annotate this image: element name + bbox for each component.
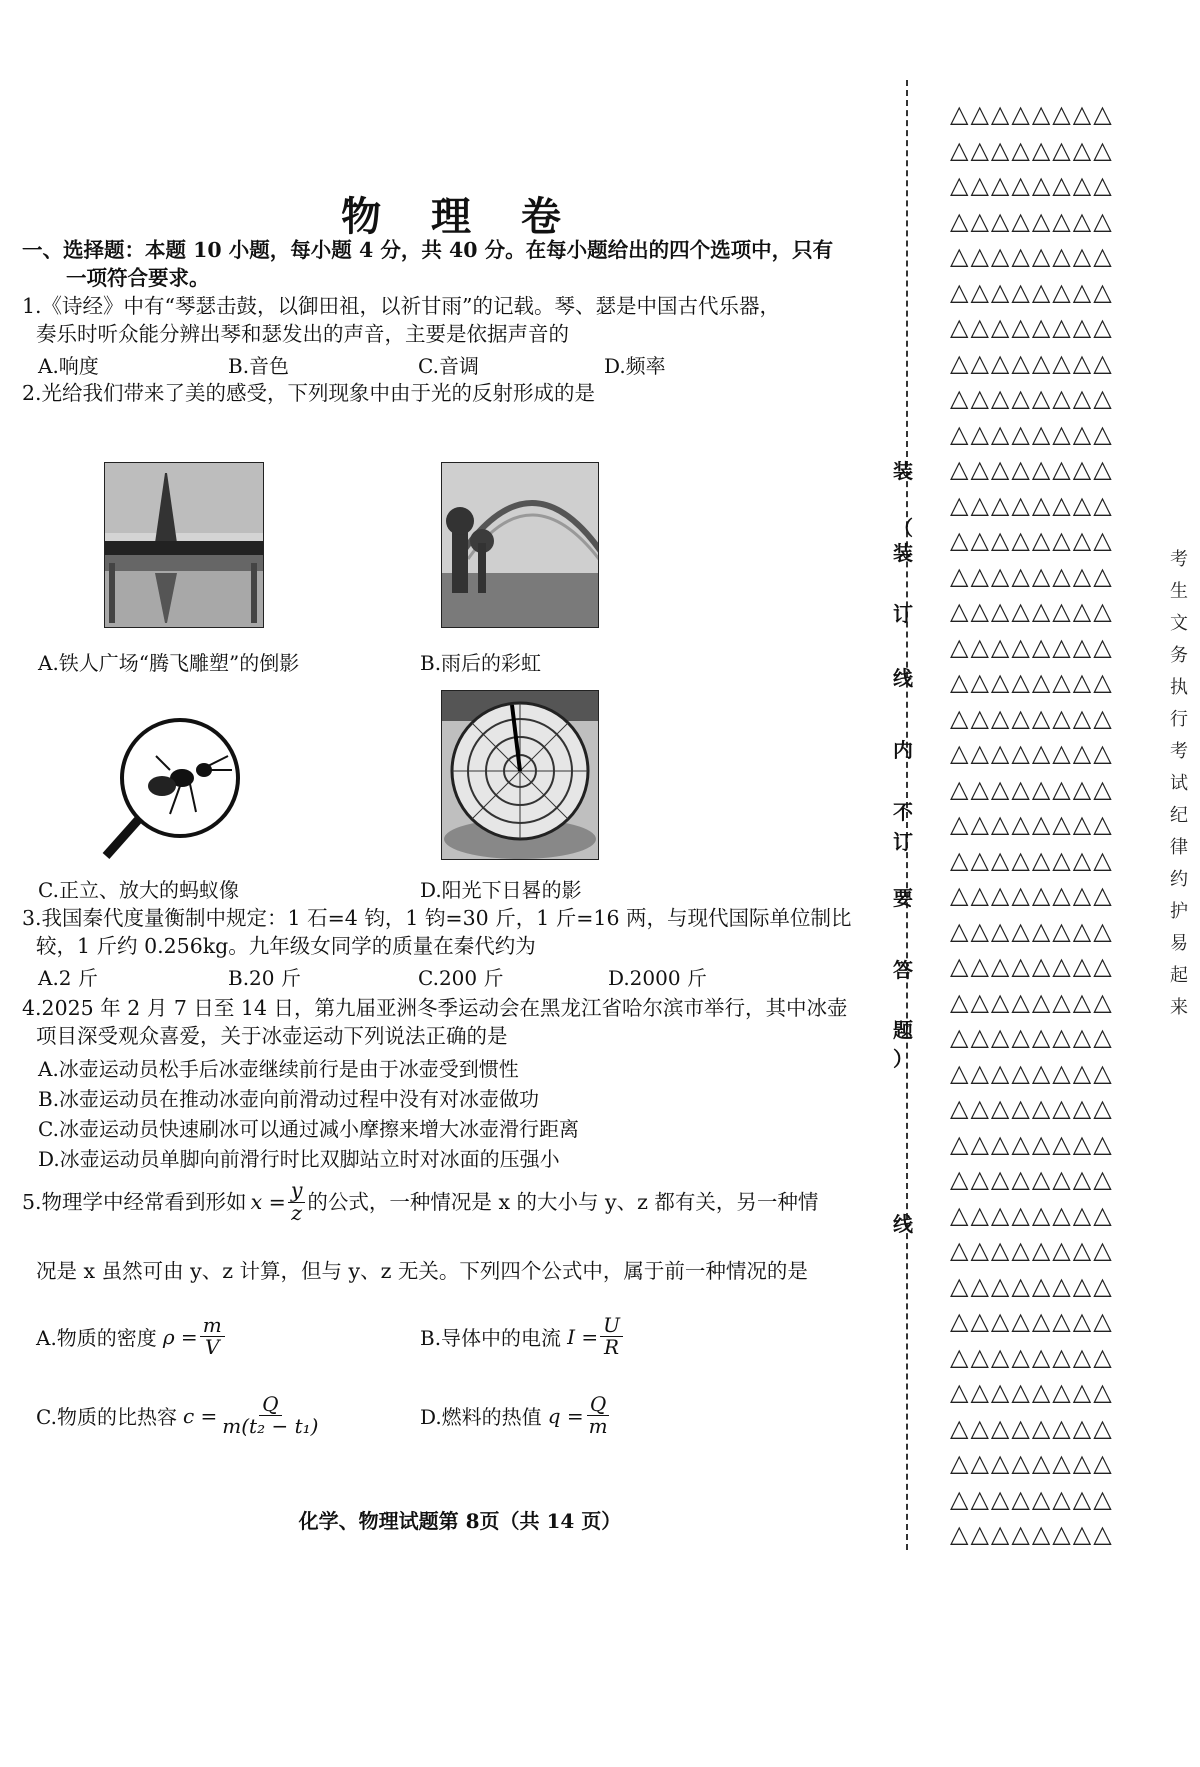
binding-char: 订 — [893, 602, 913, 626]
triangle-row: △△△△△△△△ — [950, 703, 1114, 732]
q5-option-a — [36, 1315, 227, 1358]
q2-caption-d: D.阳光下日晷的影 — [420, 878, 582, 902]
q5-option-d-denominator: m — [588, 1414, 608, 1438]
triangle-row: △△△△△△△△ — [950, 135, 1114, 164]
q5-option-a-label: A.物质的密度 — [36, 1326, 157, 1350]
q5-formula-denominator: z — [291, 1200, 303, 1225]
binding-char: ） — [893, 1047, 913, 1071]
magnifier-ant-image — [100, 710, 270, 860]
side-note-char: 考 — [1170, 549, 1188, 570]
q2-caption-a: A.铁人广场“腾飞雕塑”的倒影 — [38, 651, 300, 675]
triangle-row: △△△△△△△△ — [950, 1413, 1114, 1442]
side-note-char: 试 — [1170, 773, 1188, 794]
q5-option-d — [420, 1394, 613, 1437]
q2-stem: 2.光给我们带来了美的感受，下列现象中由于光的反射形成的是 — [22, 381, 596, 405]
binding-char: 装 — [893, 459, 913, 483]
q2-caption-b: B.雨后的彩虹 — [420, 651, 542, 675]
side-note-char: 易 — [1170, 933, 1188, 954]
triangle-row: △△△△△△△△ — [950, 1307, 1114, 1335]
side-note-char: 纪 — [1170, 805, 1188, 826]
triangle-row: △△△△△△△△ — [950, 668, 1114, 696]
q5-stem-pre: 5.物理学中经常看到形如 — [22, 1190, 247, 1215]
q3-stem-cont: 较，1 斤约 0.256kg。九年级女同学的质量在秦代约为 — [36, 934, 536, 958]
q5-option-c-denominator: m(t₂ − t₁) — [222, 1414, 319, 1438]
q5-option-a-denominator: V — [204, 1335, 220, 1359]
binding-char: 不 — [893, 800, 913, 824]
q5-option-b-lhs: I = — [567, 1324, 599, 1349]
triangle-row: △△△△△△△△ — [950, 100, 1114, 128]
triangle-row: △△△△△△△△ — [950, 384, 1114, 412]
triangle-row: △△△△△△△△ — [950, 1484, 1114, 1513]
binding-char: 内 — [893, 738, 913, 762]
q2-caption-c: C.正立、放大的蚂蚁像 — [38, 878, 239, 902]
q1-option-b: B.音色 — [228, 354, 290, 378]
triangle-row: △△△△△△△△ — [950, 561, 1114, 590]
binding-char: 装 — [893, 541, 913, 565]
q4-option-b: B.冰壶运动员在推动冰壶向前滑动过程中没有对冰壶做功 — [38, 1087, 540, 1111]
side-note-char: 约 — [1170, 869, 1188, 890]
q5-formula-lhs: x = — [250, 1190, 286, 1215]
section-heading: 一、选择题：本题 10 小题，每小题 4 分，共 40 分。在每小题给出的四个选项中，只有 — [22, 238, 834, 262]
triangle-row: △△△△△△△△ — [950, 277, 1114, 306]
side-note-char: 行 — [1170, 709, 1188, 730]
q5-option-b-denominator: R — [603, 1335, 620, 1359]
triangle-row: △△△△△△△△ — [950, 171, 1114, 199]
q5-option-b-label: B.导体中的电流 — [420, 1326, 562, 1350]
triangle-row: △△△△△△△△ — [950, 1271, 1114, 1300]
triangle-row: △△△△△△△△ — [950, 490, 1114, 519]
side-note-char: 护 — [1170, 901, 1188, 922]
q5-option-a-lhs: ρ = — [162, 1324, 198, 1349]
binding-char: 答 — [893, 958, 913, 982]
q3-option-d: D.2000 斤 — [608, 966, 707, 990]
q5-formula-numerator: y — [288, 1180, 306, 1203]
q5-formula-fraction — [288, 1180, 306, 1224]
triangle-row: △△△△△△△△ — [950, 1449, 1114, 1477]
triangle-row: △△△△△△△△ — [950, 313, 1114, 341]
binding-char: （ — [893, 516, 913, 540]
q4-option-d: D.冰壶运动员单脚向前滑行时比双脚站立时对冰面的压强小 — [38, 1147, 560, 1171]
side-note-char: 律 — [1170, 837, 1188, 858]
triangle-row: △△△△△△△△ — [950, 916, 1114, 945]
triangle-row: △△△△△△△△ — [950, 1520, 1114, 1548]
q5-option-a-fraction — [200, 1315, 225, 1358]
q5-option-d-label: D.燃料的热值 — [420, 1405, 542, 1429]
q5-option-c-fraction — [219, 1394, 321, 1437]
triangle-row: △△△△△△△△ — [950, 632, 1114, 661]
triangle-row: △△△△△△△△ — [950, 952, 1114, 980]
q5-option-c-label: C.物质的比热容 — [36, 1405, 177, 1429]
triangle-row: △△△△△△△△ — [950, 881, 1114, 909]
rainbow-image — [441, 462, 599, 628]
q5-option-d-lhs: q = — [547, 1403, 584, 1428]
q5-option-b-numerator: U — [600, 1315, 623, 1337]
triangle-row: △△△△△△△△ — [950, 242, 1114, 270]
triangle-row: △△△△△△△△ — [950, 526, 1114, 554]
q5-option-d-fraction — [586, 1394, 611, 1437]
triangle-row: △△△△△△△△ — [950, 348, 1114, 377]
q5-option-c-lhs: c = — [182, 1403, 218, 1428]
side-note-char: 考 — [1170, 741, 1188, 762]
q4-option-c: C.冰壶运动员快速刷冰可以通过减小摩擦来增大冰壶滑行距离 — [38, 1117, 579, 1141]
triangle-row: △△△△△△△△ — [950, 739, 1114, 767]
binding-char: 订 — [893, 830, 913, 854]
q5-option-d-numerator: Q — [587, 1394, 609, 1416]
triangle-row: △△△△△△△△ — [950, 1023, 1114, 1051]
q3-option-b: B.20 斤 — [228, 966, 301, 990]
q3-option-c: C.200 斤 — [418, 966, 504, 990]
q5-option-a-numerator: m — [200, 1315, 225, 1337]
triangle-row: △△△△△△△△ — [950, 1236, 1114, 1264]
side-note-char: 生 — [1170, 581, 1188, 602]
triangle-row: △△△△△△△△ — [950, 1165, 1114, 1193]
side-note-char: 执 — [1170, 677, 1188, 698]
triangle-row: △△△△△△△△ — [950, 1129, 1114, 1158]
triangle-row: △△△△△△△△ — [950, 419, 1114, 448]
sculpture-reflection-image — [104, 462, 264, 628]
triangle-row: △△△△△△△△ — [950, 810, 1114, 838]
q1-option-d: D.频率 — [604, 354, 666, 378]
triangle-row: △△△△△△△△ — [950, 987, 1114, 1016]
binding-char: 要 — [893, 886, 913, 910]
triangle-row: △△△△△△△△ — [950, 1200, 1114, 1229]
triangle-row: △△△△△△△△ — [950, 1342, 1114, 1371]
triangle-row: △△△△△△△△ — [950, 845, 1114, 874]
binding-char: 题 — [893, 1018, 913, 1042]
q1-stem: 1.《诗经》中有“琴瑟击鼓，以御田祖，以祈甘雨”的记载。琴、瑟是中国古代乐器， — [22, 294, 781, 318]
q5-stem-post: 的公式，一种情况是 x 的大小与 y、z 都有关，另一种情 — [307, 1190, 819, 1215]
triangle-row: △△△△△△△△ — [950, 597, 1114, 625]
triangle-row: △△△△△△△△ — [950, 206, 1114, 235]
side-note-char: 务 — [1170, 645, 1188, 666]
triangle-row: △△△△△△△△ — [950, 1378, 1114, 1406]
triangle-row: △△△△△△△△ — [950, 455, 1114, 483]
page-footer: 化学、物理试题第 8页（共 14 页） — [298, 1509, 622, 1533]
q5-option-c — [36, 1394, 323, 1437]
side-note-char: 起 — [1170, 965, 1188, 986]
binding-char: 线 — [893, 666, 913, 690]
q1-option-a: A.响度 — [38, 354, 99, 378]
section-heading-cont: 一项符合要求。 — [66, 266, 210, 290]
triangle-row: △△△△△△△△ — [950, 1058, 1114, 1087]
q4-option-a: A.冰壶运动员松手后冰壶继续前行是由于冰壶受到惯性 — [38, 1057, 519, 1081]
q5-stem — [22, 1180, 818, 1224]
q4-stem: 4.2025 年 2 月 7 日至 14 日，第九届亚洲冬季运动会在黑龙江省哈尔滨市举行，其中冰壶 — [22, 996, 848, 1020]
q3-stem: 3.我国秦代度量衡制中规定：1 石=4 钧，1 钧=30 斤，1 斤=16 两，与现代国际单位制比 — [22, 906, 852, 930]
q5-option-b — [420, 1315, 625, 1358]
triangle-row: △△△△△△△△ — [950, 774, 1114, 803]
q5-option-b-fraction — [600, 1315, 623, 1358]
q4-stem-cont: 项目深受观众喜爱，关于冰壶运动下列说法正确的是 — [36, 1024, 508, 1048]
page-title: 物 理 卷 — [341, 193, 579, 240]
side-note-char: 文 — [1170, 613, 1188, 634]
binding-char: 线 — [893, 1212, 913, 1236]
q1-option-c: C.音调 — [418, 354, 479, 378]
triangle-row: △△△△△△△△ — [950, 1094, 1114, 1122]
sundial-image — [441, 690, 599, 860]
q5-stem-cont: 况是 x 虽然可由 y、z 计算，但与 y、z 无关。下列四个公式中，属于前一种情况的是 — [36, 1259, 808, 1283]
q3-option-a: A.2 斤 — [38, 966, 98, 990]
side-note-char: 来 — [1170, 997, 1188, 1018]
q5-option-c-numerator: Q — [259, 1394, 281, 1416]
q1-stem-cont: 奏乐时听众能分辨出琴和瑟发出的声音，主要是依据声音的 — [36, 322, 569, 346]
